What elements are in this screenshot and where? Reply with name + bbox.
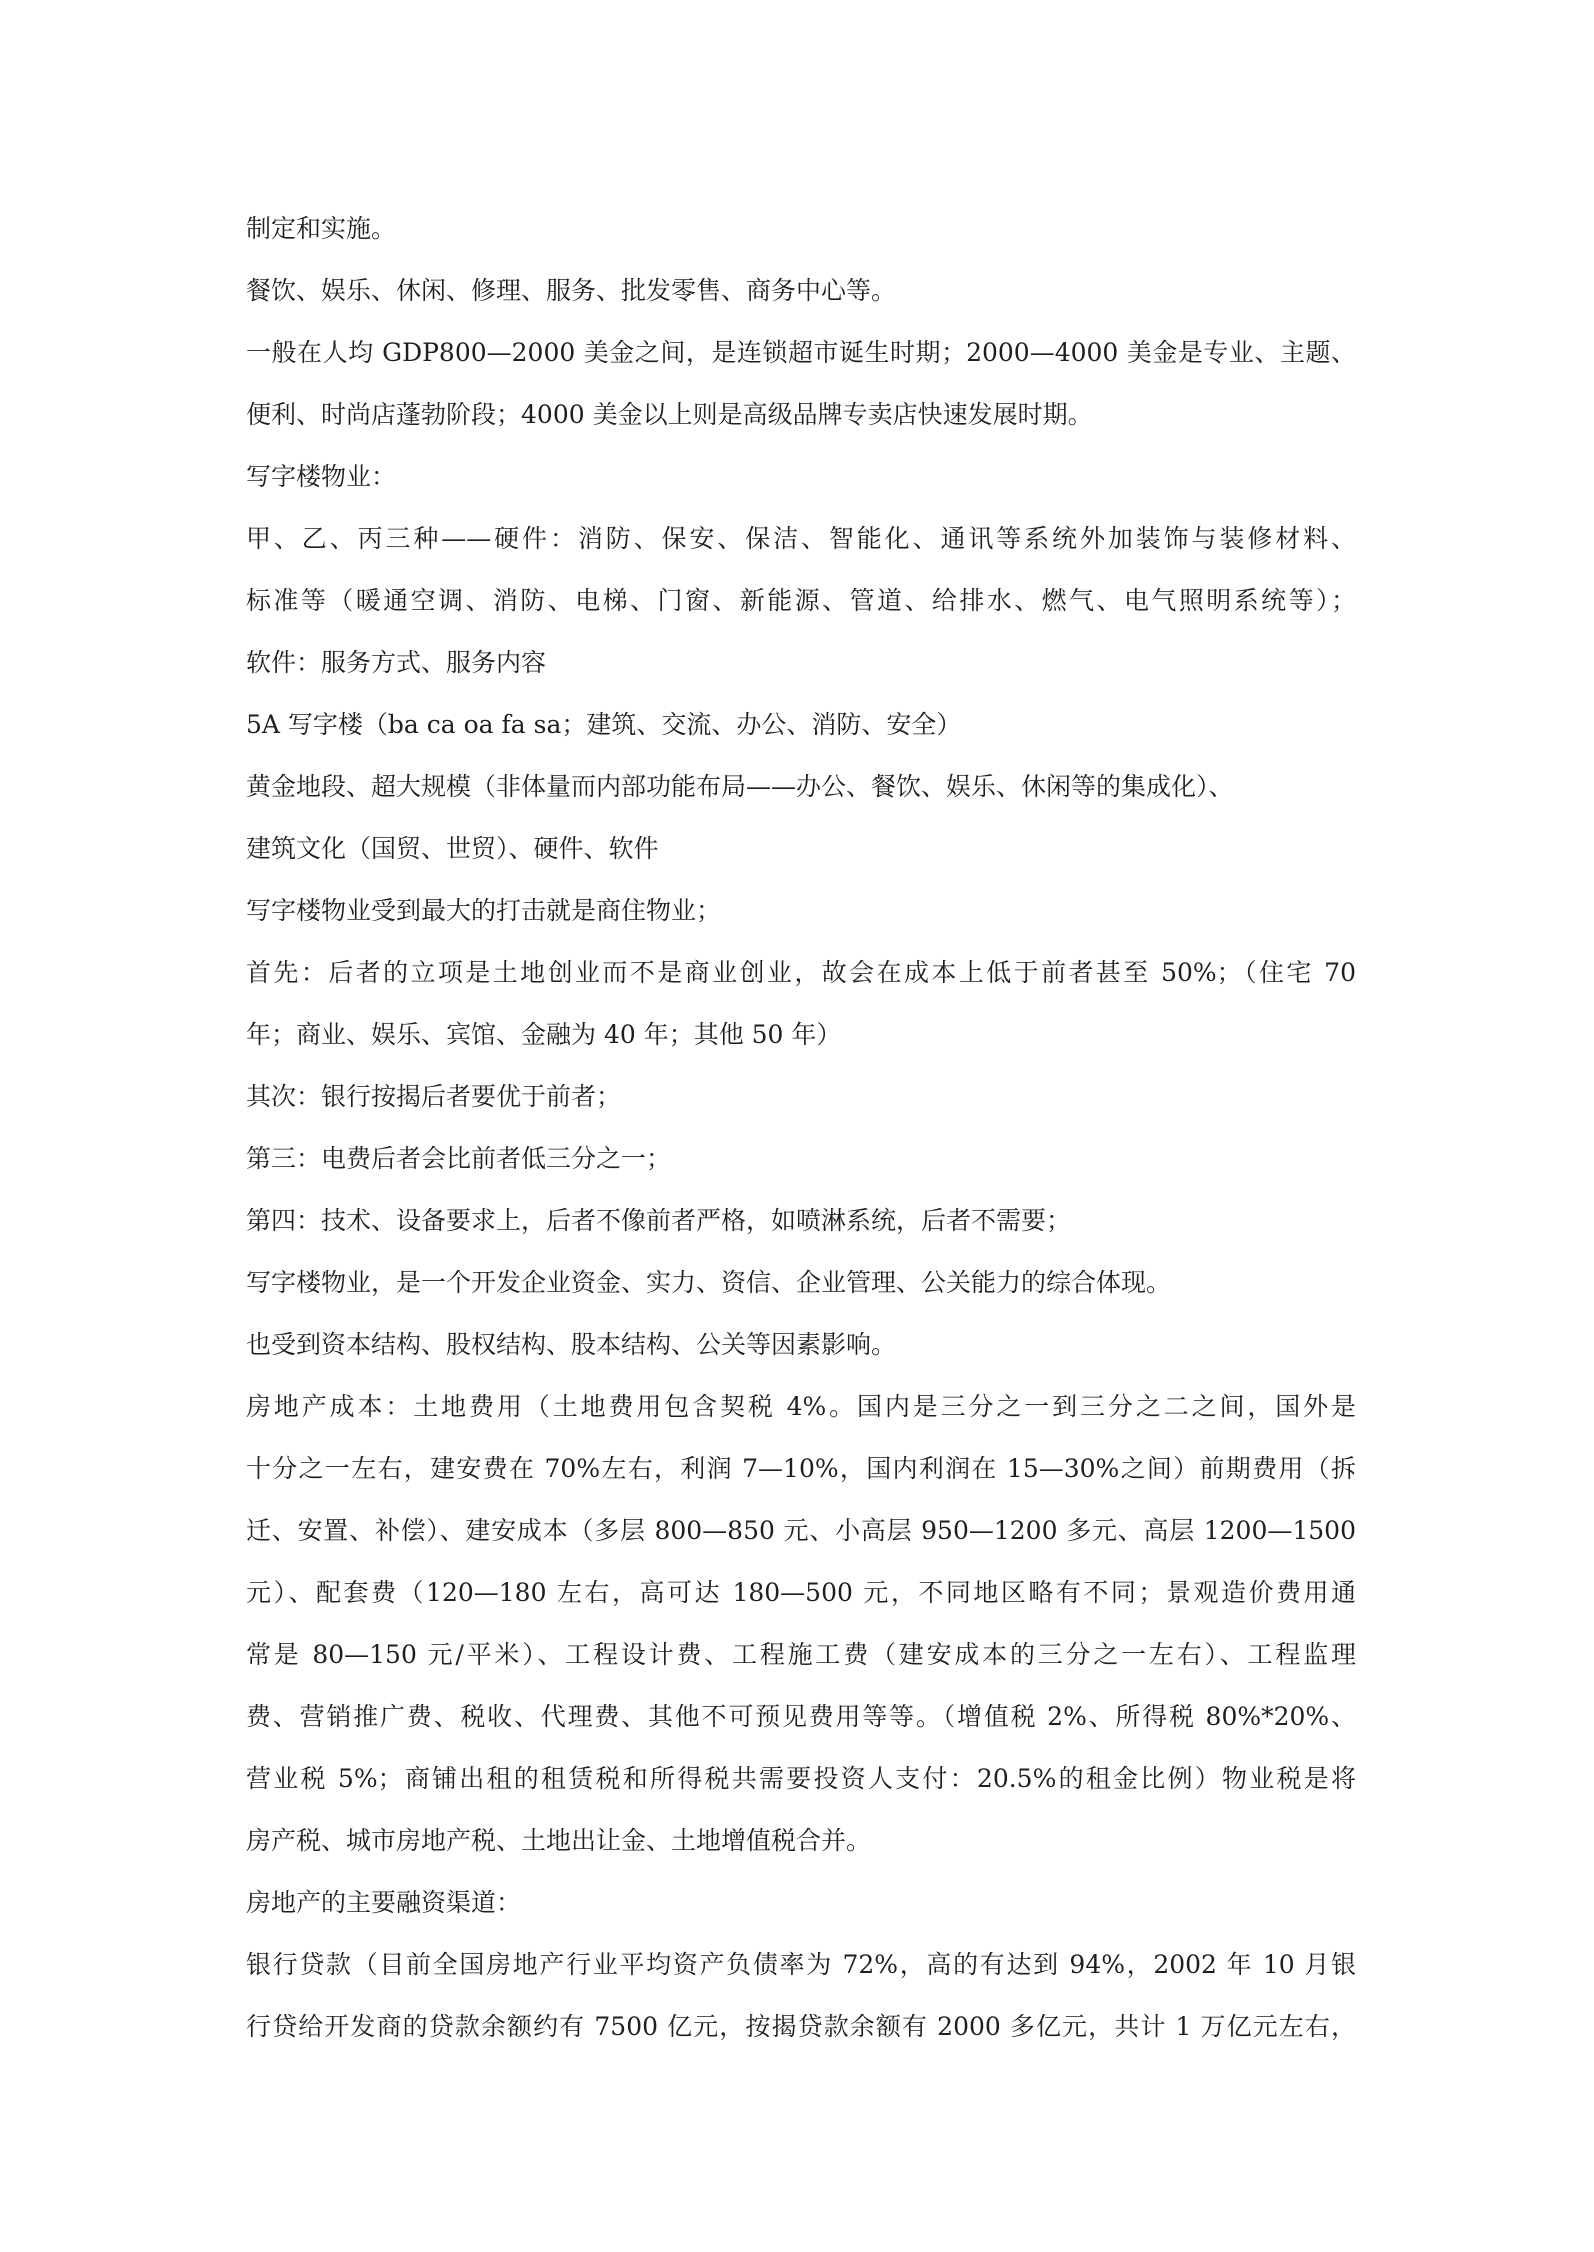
text-line: 第四：技术、设备要求上，后者不像前者严格，如喷淋系统，后者不需要；	[246, 1206, 1072, 1235]
text-line: 首先：后者的立项是土地创业而不是商业创业，故会在成本上低于前者甚至 50%；（住宅 70	[246, 958, 1356, 987]
text-line: 费、营销推广费、税收、代理费、其他不可预见费用等等。（增值税 2%、所得税 80%*20%、	[246, 1702, 1356, 1731]
text-line: 甲、乙、丙三种——硬件：消防、保安、保洁、智能化、通讯等系统外加装饰与装修材料、	[246, 524, 1356, 553]
text-line: 十分之一左右，建安费在 70%左右，利润 7—10%，国内利润在 15—30%之间）前期费用（拆	[246, 1454, 1356, 1483]
text-line: 迁、安置、补偿）、建安成本（多层 800—850 元、小高层 950—1200 多元、高层 1200—1500	[246, 1516, 1356, 1545]
text-line: 营业税 5%；商铺出租的租赁税和所得税共需要投资人支付：20.5%的租金比例）物业税是将	[246, 1764, 1356, 1793]
text-line: 5A 写字楼（ba ca oa fa sa；建筑、交流、办公、消防、安全）	[246, 710, 962, 739]
text-line: 房地产成本：土地费用（土地费用包含契税 4%。国内是三分之一到三分之二之间，国外是	[246, 1392, 1356, 1421]
text-line: 便利、时尚店蓬勃阶段；4000 美金以上则是高级品牌专卖店快速发展时期。	[246, 400, 1093, 429]
text-line: 也受到资本结构、股权结构、股本结构、公关等因素影响。	[246, 1330, 897, 1359]
text-line: 银行贷款（目前全国房地产行业平均资产负债率为 72%，高的有达到 94%，2002 年 10 月银	[246, 1950, 1356, 1979]
text-line: 房产税、城市房地产税、土地出让金、土地增值税合并。	[246, 1826, 872, 1855]
text-line: 写字楼物业，是一个开发企业资金、实力、资信、企业管理、公关能力的综合体现。	[246, 1268, 1172, 1297]
text-line: 制定和实施。	[246, 214, 397, 243]
text-line: 建筑文化（国贸、世贸）、硬件、软件	[246, 834, 659, 863]
text-line: 标准等（暖通空调、消防、电梯、门窗、新能源、管道、给排水、燃气、电气照明系统等）；	[246, 586, 1356, 615]
text-line: 写字楼物业：	[246, 462, 397, 491]
text-line: 行贷给开发商的贷款余额约有 7500 亿元，按揭贷款余额有 2000 多亿元，共计 1 万亿元左右，	[246, 2012, 1356, 2041]
text-line: 软件：服务方式、服务内容	[246, 648, 547, 677]
text-line: 写字楼物业受到最大的打击就是商住物业；	[246, 896, 722, 925]
text-line: 常是 80—150 元/平米）、工程设计费、工程施工费（建安成本的三分之一左右）、工程监理	[246, 1640, 1356, 1669]
text-line: 一般在人均 GDP800—2000 美金之间，是连锁超市诞生时期；2000—4000 美金是专业、主题、	[246, 338, 1356, 367]
text-line: 餐饮、娱乐、休闲、修理、服务、批发零售、商务中心等。	[246, 276, 897, 305]
text-line: 元）、配套费（120—180 左右，高可达 180—500 元，不同地区略有不同；景观造价费用通	[246, 1578, 1356, 1607]
body-text	[246, 198, 1356, 2058]
text-line: 房地产的主要融资渠道：	[246, 1888, 522, 1917]
text-line: 第三：电费后者会比前者低三分之一；	[246, 1144, 672, 1173]
text-line: 年；商业、娱乐、宾馆、金融为 40 年；其他 50 年）	[246, 1020, 842, 1049]
text-line: 黄金地段、超大规模（非体量而内部功能布局——办公、餐饮、娱乐、休闲等的集成化）、	[246, 772, 1234, 801]
text-line: 其次：银行按揭后者要优于前者；	[246, 1082, 622, 1111]
